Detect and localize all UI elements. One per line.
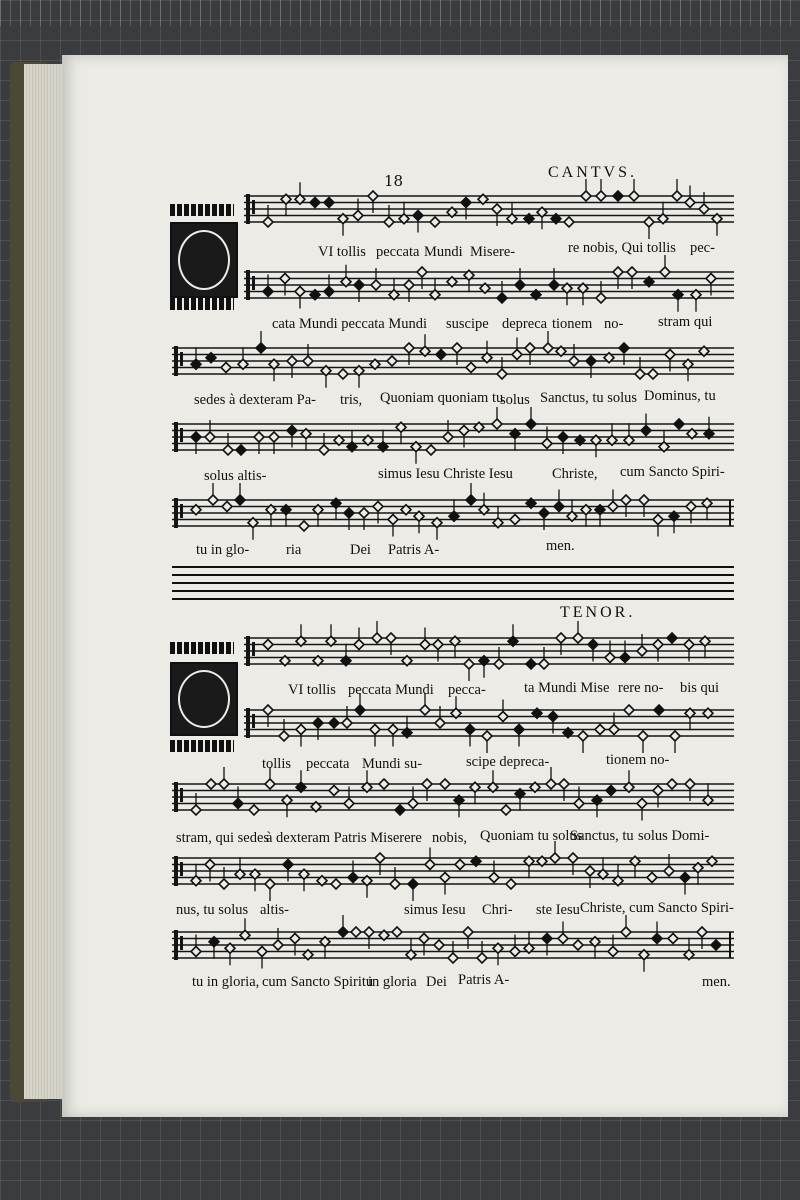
note-head [573,940,583,950]
note-head [609,725,619,735]
note-head [466,363,476,373]
clef-mark [252,200,255,214]
cantus-heading: CANTVS. [548,164,638,181]
lyric-segment: depreca [502,316,548,332]
lyric-segment: peccata [306,756,350,772]
note-head [668,934,678,944]
note-head [419,934,429,944]
lyric-segment: no- [604,316,624,332]
note-head [387,356,397,366]
note-head [608,502,618,512]
note-head [344,508,354,518]
initial-letter-shape [178,670,230,728]
note-head [641,426,651,436]
lyric-segment: à dexteram Patris Miserere [266,830,422,846]
lyric-segment: Christe, cum Sancto Spiri- [580,900,734,916]
lyric-segment: ria [286,542,302,558]
note-head [620,653,630,663]
tenor-heading: TENOR. [560,604,636,621]
clef-mark [174,422,178,452]
note-head [222,502,232,512]
note-head [653,640,663,650]
note-head [711,940,721,950]
lyric-segment: ta Mundi Mise [524,680,610,696]
note-head [459,426,469,436]
note-head [684,640,694,650]
note-head [404,280,414,290]
empty-staff-line [172,590,734,592]
note-head [388,725,398,735]
clef-mark [174,498,178,528]
empty-staff-line [172,582,734,584]
lyric-segment: altis- [260,902,289,918]
folio-number: 18 [384,172,404,190]
note-head [606,786,616,796]
tenor-staff-2 [244,708,734,738]
clef-mark [246,636,250,666]
note-head [465,725,475,735]
lyric-segment: Chri- [482,902,513,918]
note-head [373,502,383,512]
lyric-segment: Quoniam tu solus [480,828,583,844]
note-head [205,432,215,442]
note-head [354,280,364,290]
note-head [595,725,605,735]
note-head [539,508,549,518]
note-head [263,640,273,650]
note-head [554,502,564,512]
note-head [585,866,595,876]
cantus-staff-4 [172,422,734,452]
lyric-segment: Dei [426,974,447,990]
note-head [569,356,579,366]
empty-staff-line [172,598,734,600]
cantus-staff-3 [172,346,734,376]
cantus-staff-1 [244,194,734,224]
note-head [221,363,231,373]
clef-mark [246,708,250,738]
note-head [348,873,358,883]
clef-mark [180,862,183,876]
tenor-staff-3 [172,782,734,812]
lyric-segment: tris, [340,392,363,408]
lyric-segment: Patris A- [458,972,510,988]
note-head [653,515,663,525]
clef-mark [180,352,183,366]
note-head [440,873,450,883]
note-head [408,799,418,809]
note-head [664,866,674,876]
note-head [542,934,552,944]
note-head [425,860,435,870]
clef-mark [174,782,178,812]
note-head [574,799,584,809]
lyric-segment: Sanctus, tu solus [540,390,638,406]
note-head [699,204,709,214]
lyric-segment: pecca- [448,682,486,698]
lyric-segment: re nobis, Qui tollis [568,240,676,256]
ornament-top-tenor [170,642,234,654]
lyric-segment: bis qui [680,680,720,696]
ornament-top-cantus [170,204,234,216]
note-head [665,350,675,360]
note-head [605,653,615,663]
clef-mark [174,930,178,960]
clef-mark [252,642,255,656]
tenor-staff-4 [172,856,734,886]
note-head [303,356,313,366]
note-head [273,940,283,950]
note-head [353,211,363,221]
note-head [313,718,323,728]
clef-mark [180,788,183,802]
lyric-segment: solus altis- [204,468,267,484]
note-head [510,515,520,525]
note-head [295,287,305,297]
lyric-segment: suscipe [446,316,489,332]
note-head [257,947,267,957]
initial-q-cantus [170,222,238,298]
note-head [280,274,290,284]
lyric-segment: cum Sancto Spiri- [620,464,725,480]
lyric-segment: peccata [376,244,420,260]
ornament-bottom-tenor [170,740,234,752]
note-head [492,204,502,214]
ornament-bottom-cantus [170,298,234,310]
note-head [706,274,716,284]
note-head [647,873,657,883]
clef-mark [174,856,178,886]
lyric-segment: Christe, [552,466,598,482]
note-head [685,198,695,208]
note-head [354,640,364,650]
note-head [296,725,306,735]
note-head [489,873,499,883]
lyric-segment: simus Iesu Christe Iesu [378,466,513,482]
lyric-segment: Misere- [470,244,516,260]
note-head [287,426,297,436]
note-head [434,940,444,950]
clef-mark [252,714,255,728]
lyric-segment: cata Mundi peccata Mundi [272,316,428,332]
note-head [283,860,293,870]
clef-mark [246,194,250,224]
note-head [413,211,423,221]
initial-q-tenor [170,662,238,736]
note-head [686,502,696,512]
cantus-staff-5 [172,498,734,528]
note-head [558,432,568,442]
tenor-staff-1 [244,636,734,666]
lyric-segment: simus Iesu [404,902,466,918]
lyric-segment: tionem [552,316,593,332]
tenor-staff-5 [172,930,734,960]
note-head [608,947,618,957]
lyric-segment: Mundi [424,244,463,260]
cantus-staff-2 [244,270,734,300]
lyric-segment: Patris A- [388,542,440,558]
lyric-segment: sedes à dexteram Pa- [194,392,316,408]
note-head [342,718,352,728]
clef-mark [246,270,250,300]
note-head [263,287,273,297]
clef-mark [180,936,183,950]
note-head [370,725,380,735]
note-head [680,873,690,883]
lyric-segment: VI tollis [288,682,336,698]
note-head [254,432,264,442]
note-head [433,640,443,650]
note-head [512,350,522,360]
lyric-segment: Quoniam quoniam tu [380,390,504,406]
clef-mark [252,276,255,290]
note-head [371,280,381,290]
note-head [310,198,320,208]
lyric-segment: solus Domi- [638,828,710,844]
note-head [329,786,339,796]
note-head [455,860,465,870]
lyric-segment: cum Sancto Spiritu [262,974,374,990]
lyric-segment: Sanctus, tu [570,828,634,844]
lyric-segment: Mundi su- [362,756,423,772]
clef-mark [180,504,183,518]
note-head [436,350,446,360]
note-head [461,198,471,208]
note-head [514,725,524,735]
note-head [637,799,647,809]
note-head [510,947,520,957]
note-head [637,646,647,656]
lyric-segment: solus [500,392,530,408]
note-head [588,640,598,650]
note-head [548,712,558,722]
note-head [388,515,398,525]
lyric-segment: nobis, [432,830,468,846]
empty-staff-line [172,574,734,576]
lyric-segment: Dominus, tu [644,388,716,404]
lyric-segment: men. [702,974,731,990]
note-head [287,356,297,366]
note-head [191,947,201,957]
initial-letter-shape [178,230,230,290]
lyric-segment: in gloria [368,974,417,990]
lyric-segment: VI tollis [318,244,366,260]
lyric-segment: Dei [350,542,371,558]
lyric-segment: stram, qui sedes [176,830,270,846]
measuring-ruler [0,0,800,26]
note-head [269,432,279,442]
clef-mark [180,428,183,442]
lyric-segment: no- [650,752,670,768]
note-head [586,356,596,366]
note-head [191,432,201,442]
lyric-segment: tu in glo- [196,542,250,558]
lyric-segment: men. [546,538,575,554]
note-head [558,934,568,944]
empty-staff-line [172,566,734,568]
lyric-segment: rere no- [618,680,664,696]
lyric-segment: tionem [606,752,647,768]
lyric-segment: pec- [690,240,715,256]
note-head [233,799,243,809]
note-head [443,432,453,442]
lyric-segment: ste Iesu [536,902,580,918]
note-head [653,786,663,796]
lyric-segment: tollis [262,756,292,772]
lyric-segment: stram qui [658,314,713,330]
note-head [420,640,430,650]
clef-mark [174,346,178,376]
note-head [498,712,508,722]
note-head [515,280,525,290]
note-head [344,799,354,809]
note-head [652,934,662,944]
note-head [359,508,369,518]
note-head [542,439,552,449]
lyric-segment: scipe depreca- [466,754,550,770]
note-head [324,287,334,297]
lyric-segment: nus, tu solus [176,902,249,918]
lyric-segment: peccata Mundi [348,682,434,698]
note-head [329,718,339,728]
note-head [324,198,334,208]
note-head [290,934,300,944]
lyric-segment: tu in gloria, [192,974,260,990]
note-head [549,280,559,290]
note-head [435,718,445,728]
note-head [205,860,215,870]
